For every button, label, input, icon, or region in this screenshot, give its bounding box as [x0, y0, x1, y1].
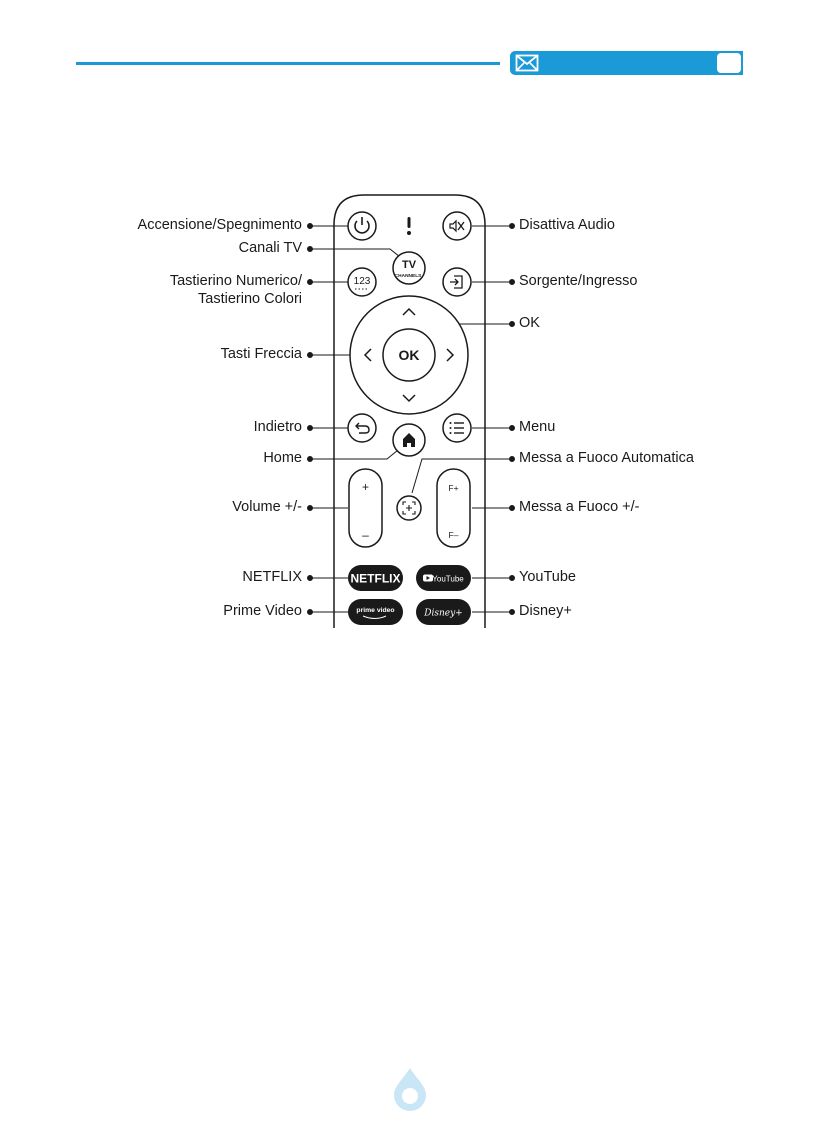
label-autofocus: Messa a Fuoco Automatica — [519, 450, 694, 466]
label-home: Home — [263, 450, 302, 466]
led-indicator — [407, 217, 411, 235]
ok-button — [383, 329, 435, 381]
label-channels: Canali TV — [238, 240, 302, 256]
label-ok: OK — [519, 315, 540, 331]
focus-plus-text: F+ — [448, 483, 459, 493]
volume-minus-text: – — [362, 528, 369, 542]
label-back: Indietro — [253, 419, 302, 435]
menu-icon — [443, 414, 471, 442]
label-keypad-line2: Tastierino Colori — [198, 291, 302, 307]
netflix-logo — [348, 565, 403, 591]
mute-icon — [443, 212, 471, 240]
input-source-icon — [443, 268, 471, 296]
label-netflix: NETFLIX — [242, 569, 302, 585]
focus-minus-text: F– — [448, 530, 459, 540]
label-youtube: YouTube — [519, 569, 576, 585]
ok-text: OK — [398, 347, 420, 363]
numeric-text: 123 — [353, 276, 371, 287]
volume-rocker — [349, 469, 382, 547]
youtube-text: YouTube — [432, 574, 464, 584]
power-icon — [348, 212, 376, 240]
label-volume: Volume +/- — [232, 499, 302, 515]
home-icon — [393, 424, 425, 456]
autofocus-icon — [397, 496, 421, 520]
channels-text: CHANNELS — [394, 274, 422, 279]
label-source: Sorgente/Ingresso — [519, 273, 638, 289]
water-drop-icon — [390, 1066, 430, 1117]
disney-plus-logo — [416, 599, 471, 625]
disney-text: Disney+ — [424, 608, 463, 619]
numeric-keypad-button — [348, 268, 376, 296]
label-focus: Messa a Fuoco +/- — [519, 499, 640, 515]
netflix-text: NETFLIX — [350, 571, 401, 586]
volume-plus-text: + — [361, 480, 370, 494]
label-power: Accensione/Spegnimento — [137, 217, 302, 233]
focus-rocker — [437, 469, 470, 547]
youtube-logo — [416, 565, 471, 591]
tv-channels-button — [393, 252, 425, 284]
tv-text: TV — [401, 259, 417, 271]
prime-video-logo — [348, 599, 403, 625]
label-menu: Menu — [519, 419, 556, 435]
label-disney: Disney+ — [519, 603, 572, 619]
prime-text: prime video — [356, 607, 395, 614]
label-keypad-line1: Tastierino Numerico/ — [169, 273, 302, 289]
label-prime: Prime Video — [223, 603, 302, 619]
label-mute: Disattiva Audio — [519, 217, 615, 233]
label-arrows: Tasti Freccia — [220, 346, 302, 362]
back-icon — [348, 414, 376, 442]
